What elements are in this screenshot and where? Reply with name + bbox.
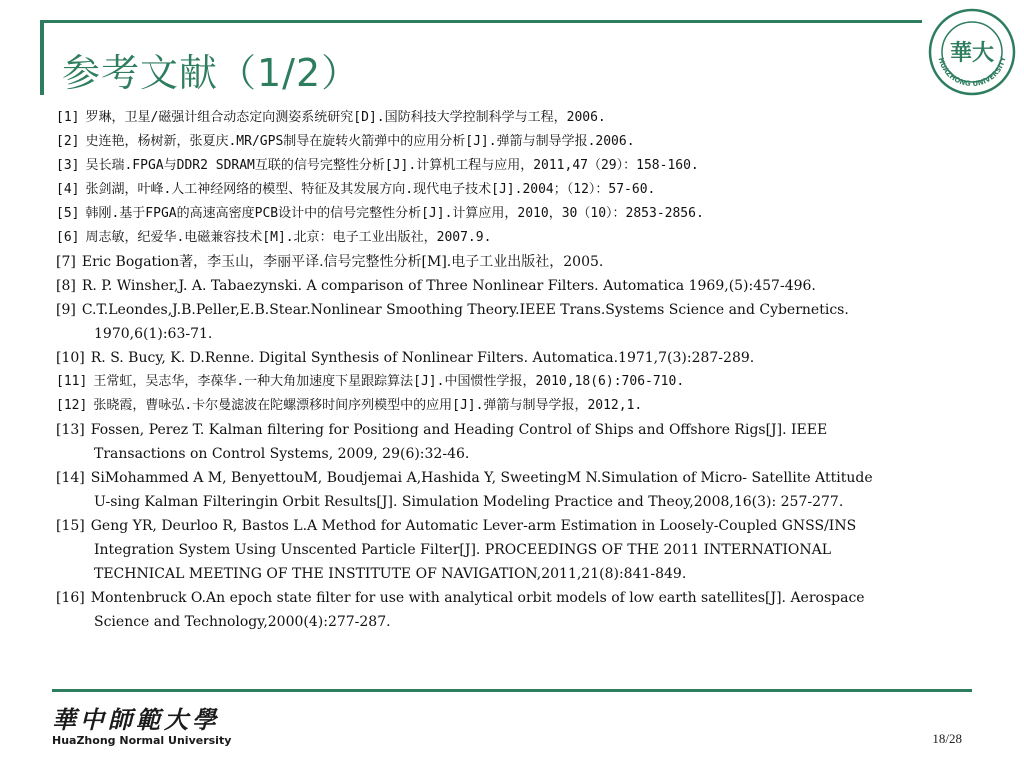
- reference-item: [56, 514, 956, 538]
- reference-number: [5]: [56, 206, 80, 221]
- logo-english-name: HuaZhong Normal University: [52, 734, 232, 747]
- reference-text: 罗琳，卫星/磁强计组合动态定向测姿系统研究[D].国防科技大学控制科学与工程，2006.: [85, 110, 606, 125]
- reference-number: [10]: [56, 350, 85, 366]
- reference-text: 张剑湖，叶峰.人工神经网络的模型、特征及其发展方向.现代电子技术[J].2004；（12）：57-60.: [85, 182, 656, 197]
- header-rule: [40, 20, 922, 23]
- footer-rule: [52, 689, 972, 692]
- reference-item: [56, 250, 956, 274]
- reference-item: [56, 370, 956, 394]
- reference-item: [56, 298, 956, 322]
- reference-number: [15]: [56, 518, 85, 534]
- reference-item: [56, 178, 956, 202]
- reference-number: [8]: [56, 278, 76, 294]
- reference-number: [4]: [56, 182, 80, 197]
- reference-item: [56, 130, 956, 154]
- reference-text: Eric Bogation著，李玉山，李丽平译.信号完整性分析[M].电子工业出版社，2005.: [81, 254, 604, 270]
- reference-text: C.T.Leondes,J.B.Peller,E.B.Stear.Nonlinear Smoothing Theory.IEEE Trans.Systems Science and Cybernetics.: [81, 302, 849, 318]
- reference-number: [2]: [56, 134, 80, 149]
- seal-center-text: 華大: [949, 40, 995, 66]
- page-title: 参考文献（1/2）: [62, 51, 361, 95]
- reference-text: Montenbruck O.An epoch state filter for use with analytical orbit models of low earth satellites[J]. Aerospace: [90, 590, 865, 606]
- reference-item: [56, 274, 956, 298]
- reference-text: 周志敏，纪爱华.电磁兼容技术[M].北京：电子工业出版社，2007.9.: [85, 230, 492, 245]
- reference-continuation: Transactions on Control Systems, 2009, 29(6):32-46.: [94, 446, 470, 462]
- reference-number: [16]: [56, 590, 85, 606]
- reference-text: R. S. Bucy, K. D.Renne. Digital Synthesis of Nonlinear Filters. Automatica.1971,7(3):287-289.: [90, 350, 755, 366]
- reference-item: [56, 394, 956, 418]
- reference-item: [56, 418, 956, 442]
- reference-text: 张晓霞，曹咏弘.卡尔曼滤波在陀螺漂移时间序列模型中的应用[J].弹箭与制导学报，2012,1.: [93, 398, 643, 413]
- university-seal-logo: [928, 8, 1016, 96]
- reference-number: [11]: [56, 374, 88, 389]
- reference-text: 王常虹，吴志华，李葆华.一种大角加速度下星跟踪算法[J].中国惯性学报，2010,18(6):706-710.: [93, 374, 685, 389]
- reference-item: [56, 106, 956, 130]
- reference-list: [56, 106, 956, 634]
- logo-chinese-name: 華中師範大學: [52, 705, 220, 734]
- reference-number: [12]: [56, 398, 88, 413]
- reference-number: [1]: [56, 110, 80, 125]
- reference-number: [6]: [56, 230, 80, 245]
- reference-item: [56, 154, 956, 178]
- university-logo: [52, 700, 232, 750]
- reference-item: [56, 226, 956, 250]
- reference-text: 吴长瑞.FPGA与DDR2 SDRAM互联的信号完整性分析[J].计算机工程与应用，2011,47（29）：158-160.: [85, 158, 699, 173]
- reference-continuation: U-sing Kalman Filteringin Orbit Results[J]. Simulation Modeling Practice and Theoy,2008,16(3): 257-277.: [94, 494, 844, 510]
- reference-text: Fossen, Perez T. Kalman filtering for Positiong and Heading Control of Ships and Offshore Rigs[J]. IEEE: [90, 422, 828, 438]
- reference-text: 史连艳，杨树新，张夏庆.MR/GPS制导在旋转火箭弹中的应用分析[J].弹箭与制导学报.2006.: [85, 134, 635, 149]
- page-number: 18/28: [932, 731, 962, 746]
- reference-text: R. P. Winsher,J. A. Tabaezynski. A comparison of Three Nonlinear Filters. Automatica 1969,(5):457-496.: [81, 278, 816, 294]
- header-accent-bar: [40, 20, 44, 95]
- reference-item: [56, 202, 956, 226]
- reference-continuation: Science and Technology,2000(4):277-287.: [94, 614, 391, 630]
- reference-continuation: Integration System Using Unscented Particle Filter[J]. PROCEEDINGS OF THE 2011 INTERNATIONAL: [94, 542, 832, 558]
- reference-number: [7]: [56, 254, 76, 270]
- reference-text: SiMohammed A M, BenyettouM, Boudjemai A,Hashida Y, SweetingM N.Simulation of Micro- Satellite Attitude: [90, 470, 873, 486]
- reference-continuation: 1970,6(1):63-71.: [94, 326, 213, 342]
- reference-text: Geng YR, Deurloo R, Bastos L.A Method for Automatic Lever-arm Estimation in Loosely-Coupled GNSS/INS: [90, 518, 857, 534]
- reference-item: [56, 586, 956, 610]
- reference-number: [3]: [56, 158, 80, 173]
- reference-continuation: TECHNICAL MEETING OF THE INSTITUTE OF NAVIGATION,2011,21(8):841-849.: [94, 566, 687, 582]
- reference-number: [9]: [56, 302, 76, 318]
- seal-ring-text: HUAZHONG UNIVERSITY: [936, 55, 1008, 89]
- reference-number: [13]: [56, 422, 85, 438]
- reference-text: 韩刚.基于FPGA的高速高密度PCB设计中的信号完整性分析[J].计算应用，2010，30（10）：2853-2856.: [85, 206, 704, 221]
- reference-item: [56, 346, 956, 370]
- reference-number: [14]: [56, 470, 85, 486]
- reference-item: [56, 466, 956, 490]
